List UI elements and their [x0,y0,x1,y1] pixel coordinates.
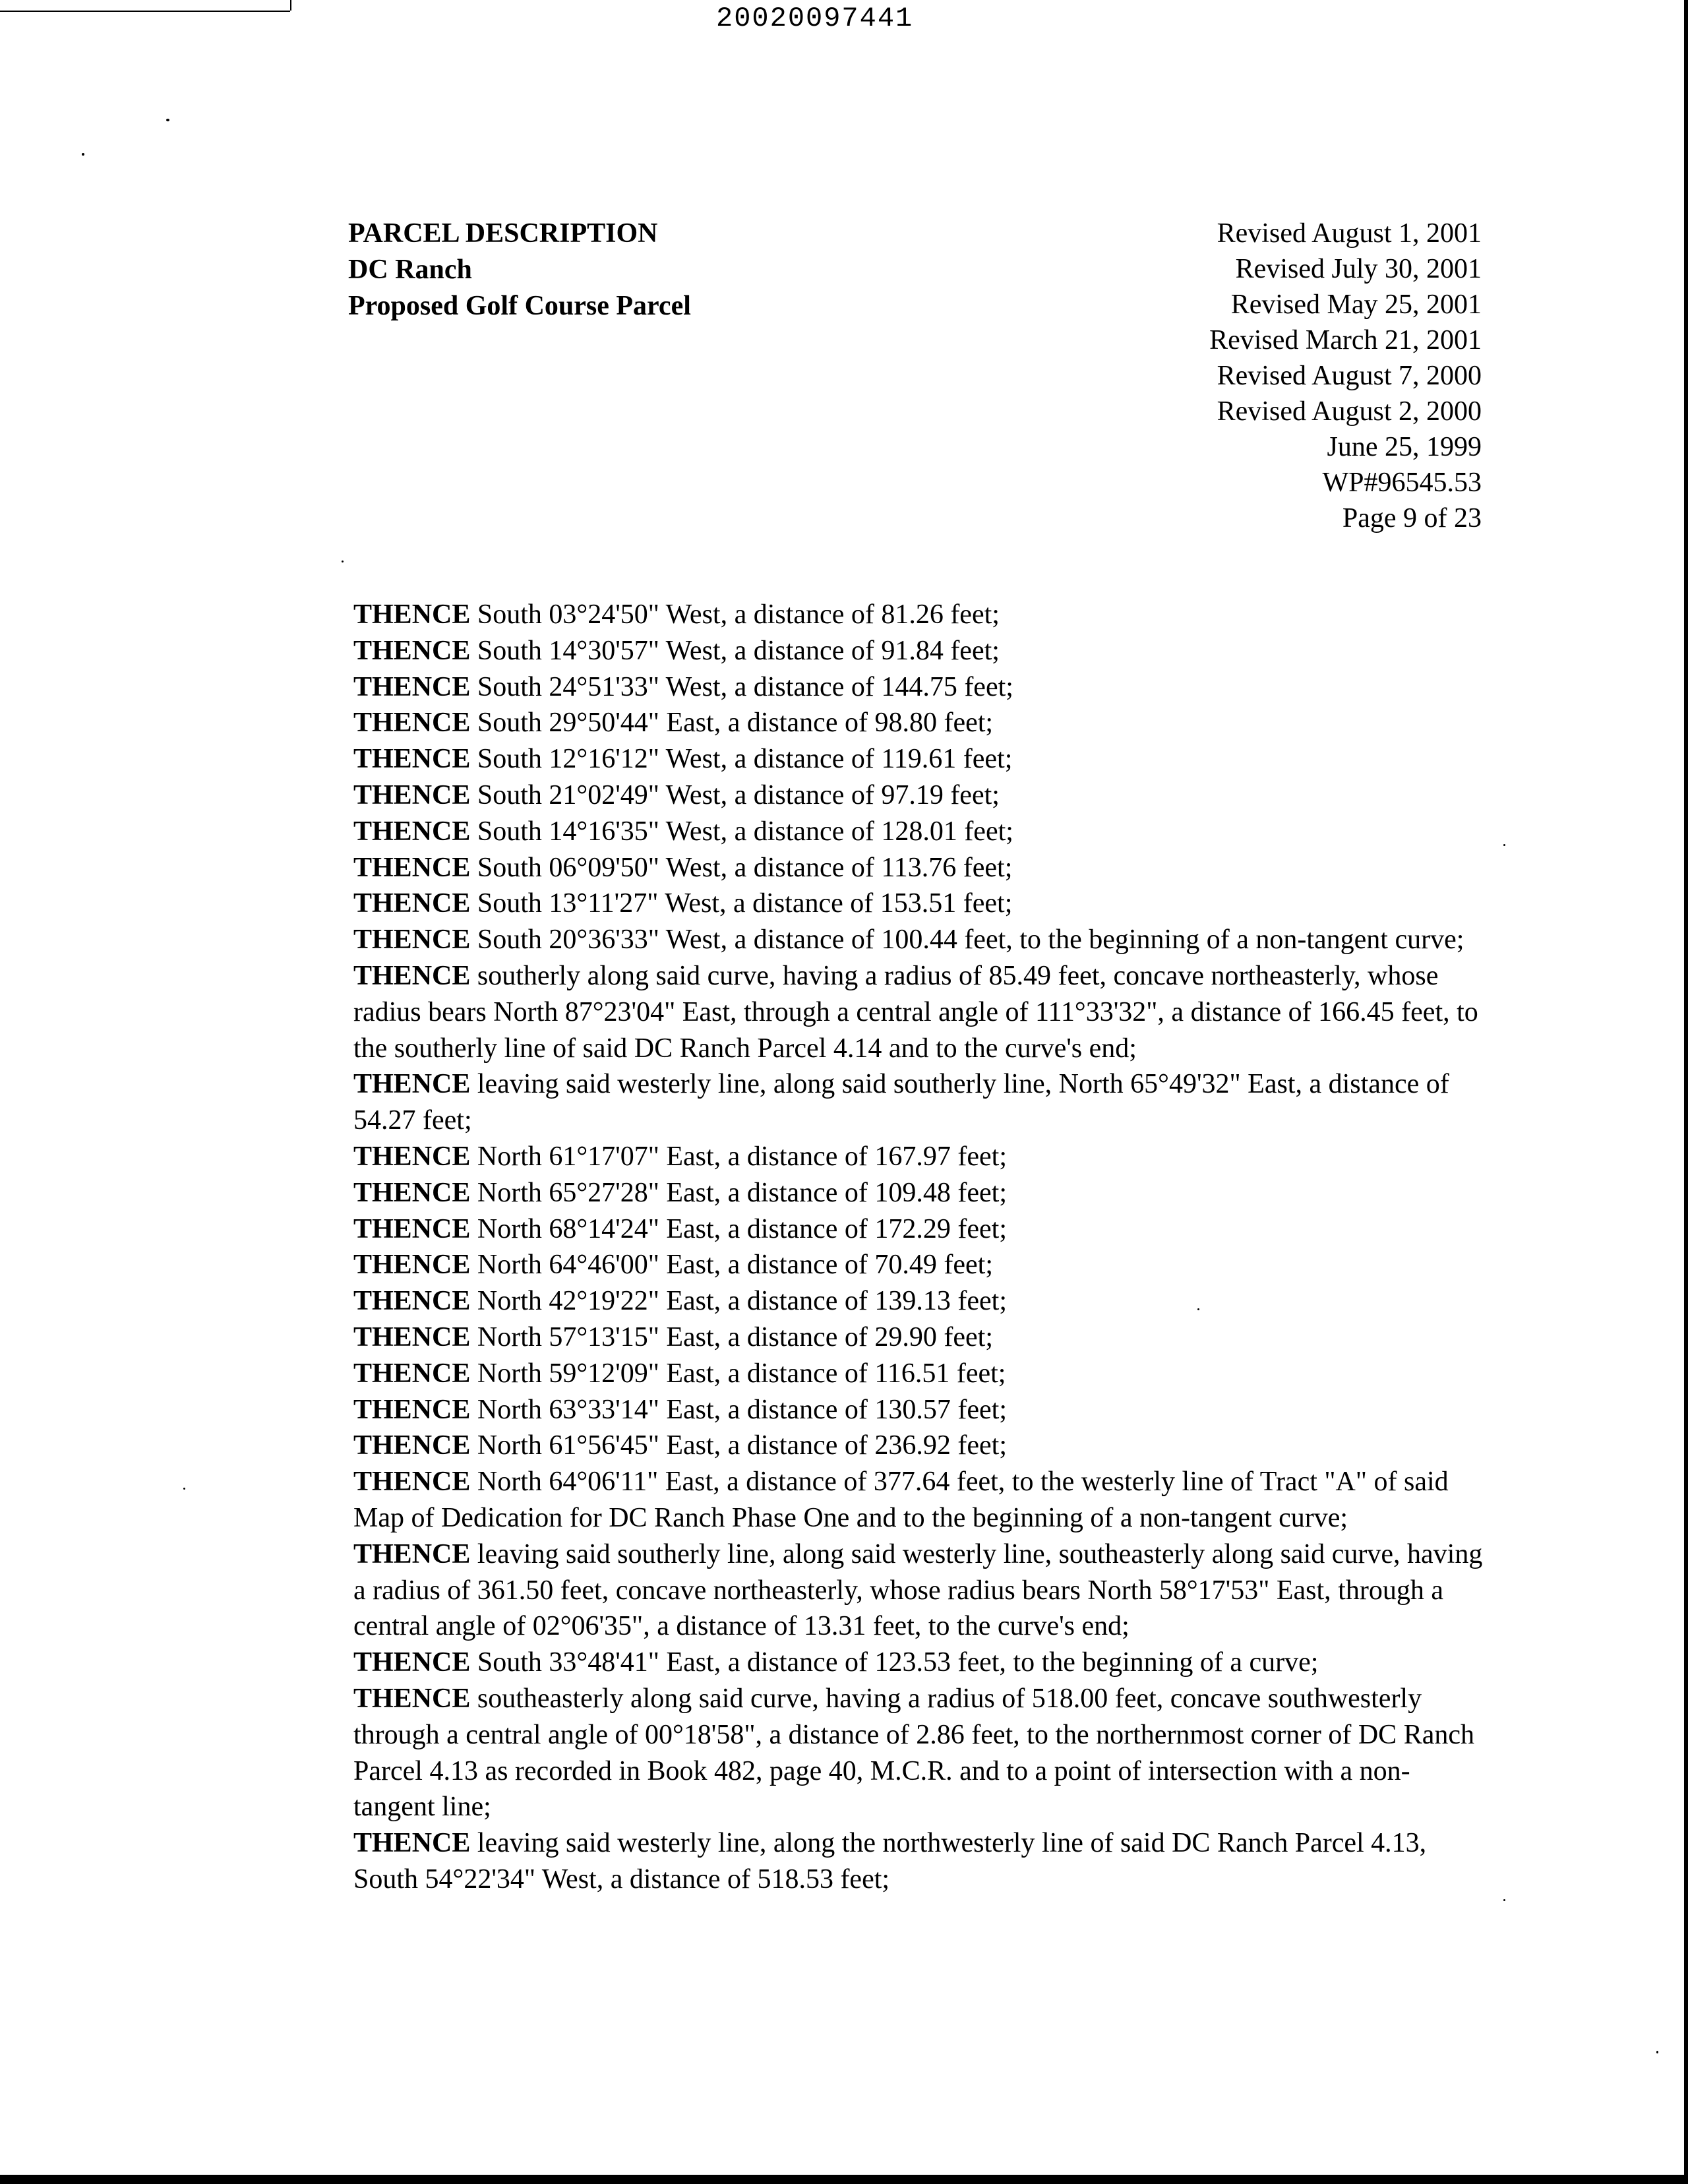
course-call [353,1392,1488,1428]
course-call [353,669,1488,706]
thence-keyword: THENCE [353,1394,471,1425]
thence-keyword: THENCE [353,1538,471,1569]
thence-keyword: THENCE [353,671,471,702]
course-call [353,1247,1488,1283]
thence-keyword: THENCE [353,1828,471,1859]
course-text: North 42°19'22" East, a distance of 139.13 feet; [477,1286,1008,1317]
thence-keyword: THENCE [353,888,471,919]
thence-keyword: THENCE [353,925,471,956]
page-number: Page 9 of 23 [1342,503,1482,533]
course-text: southerly along said curve, having a radius of 85.49 feet, concave northeasterly, whose radius bears North 87°23'04" East, through a central angle of 111°33'32", a distance of 166.45 feet, to the southerly line of said DC Ranch Parcel 4.14 and to the curve's end; [353,960,1478,1064]
course-call [353,1175,1488,1211]
parcel-title: PARCEL DESCRIPTION [348,218,658,249]
revision-line: Revised May 25, 2001 [1230,289,1482,320]
course-text: North 64°06'11" East, a distance of 377.64 feet, to the westerly line of Tract "A" of said Map of Dedication for DC Ranch Phase One and to the beginning of a non-tangent curve; [353,1467,1449,1533]
course-text: South 12°16'12" West, a distance of 119.61 feet; [477,744,1013,775]
revision-block [1209,216,1482,536]
parcel-description-body [353,597,1488,1898]
curve-call [353,1536,1488,1645]
course-call [353,1283,1488,1320]
revision-line: Revised March 21, 2001 [1209,325,1482,355]
thence-keyword: THENCE [353,744,471,775]
document-number: 20020097441 [716,3,914,34]
course-call [353,886,1488,922]
course-text: southeasterly along said curve, having a radius of 518.00 feet, concave southwesterly through a central angle of 00°18'58", a distance of 2.86 feet, to the northernmost corner of DC Ranch Parcel 4.13 as recorded in Book 482, page 40, M.C.R. and to a point of intersection with a non-tangent line; [353,1683,1474,1823]
thence-keyword: THENCE [353,1213,471,1244]
course-text: South 03°24'50" West, a distance of 81.26 feet; [477,599,1000,630]
course-call [353,1320,1488,1356]
course-text: leaving said westerly line, along the northwesterly line of said DC Ranch Parcel 4.13, South 54°22'34" West, a distance of 518.53 feet; [353,1828,1427,1895]
course-call [353,1066,1488,1139]
course-call [353,814,1488,850]
revision-line: Revised August 7, 2000 [1217,361,1482,391]
course-call [353,633,1488,669]
course-call [353,597,1488,633]
course-call [353,741,1488,777]
original-date: June 25, 1999 [1327,432,1482,462]
thence-keyword: THENCE [353,960,471,991]
thence-keyword: THENCE [353,1683,471,1714]
course-text: North 57°13'15" East, a distance of 29.90 feet; [477,1321,994,1352]
thence-keyword: THENCE [353,1286,471,1317]
revision-line: Revised July 30, 2001 [1235,254,1482,284]
parcel-subtitle: DC Ranch [348,255,472,285]
course-text: South 14°16'35" West, a distance of 128.01 feet; [477,816,1013,847]
course-text: South 24°51'33" West, a distance of 144.75 feet; [477,671,1013,702]
work-project-number: WP#96545.53 [1322,468,1482,498]
scan-speck [342,561,344,562]
scan-speck [1503,1899,1505,1901]
scan-speck [82,153,84,156]
course-text: North 64°46'00" East, a distance of 70.49 feet; [477,1250,994,1281]
thence-keyword: THENCE [353,852,471,883]
scan-right-border [1684,0,1688,2184]
scan-bottom-border [0,2175,1688,2184]
course-call [353,705,1488,741]
course-text: North 65°27'28" East, a distance of 109.48 feet; [477,1177,1008,1208]
course-text: South 29°50'44" East, a distance of 98.80 feet; [477,708,994,739]
course-text: North 61°17'07" East, a distance of 167.97 feet; [477,1141,1008,1172]
course-call [353,850,1488,886]
thence-keyword: THENCE [353,599,471,630]
thence-keyword: THENCE [353,1069,471,1100]
scan-top-rule [0,11,290,12]
scan-speck [1503,844,1505,846]
course-call [353,922,1488,958]
scan-speck [166,119,169,121]
course-text: South 14°30'57" West, a distance of 91.84 feet; [477,635,1000,666]
scan-speck [1656,2051,1658,2053]
thence-keyword: THENCE [353,1647,471,1678]
course-text: North 68°14'24" East, a distance of 172.29 feet; [477,1213,1008,1244]
thence-keyword: THENCE [353,1177,471,1208]
course-call [353,1645,1488,1681]
course-text: leaving said southerly line, along said westerly line, southeasterly along said curve, having a radius of 361.50 feet, concave northeasterly, whose radius bears North 58°17'53" East, through a central angle of 02°06'35", a distance of 13.31 feet, to the curve's end; [353,1538,1483,1642]
course-call [353,777,1488,814]
thence-keyword: THENCE [353,779,471,810]
scan-speck [183,1488,185,1490]
course-call [353,1356,1488,1392]
thence-keyword: THENCE [353,635,471,666]
revision-line: Revised August 2, 2000 [1217,396,1482,427]
course-text: South 33°48'41" East, a distance of 123.53 feet, to the beginning of a curve; [477,1647,1319,1678]
revision-line: Revised August 1, 2001 [1217,218,1482,249]
course-call [353,1825,1488,1898]
parcel-name: Proposed Golf Course Parcel [348,291,691,321]
course-text: South 06°09'50" West, a distance of 113.76 feet; [477,852,1013,883]
course-text: North 63°33'14" East, a distance of 130.57 feet; [477,1394,1008,1425]
thence-keyword: THENCE [353,1358,471,1389]
scan-top-tick [290,0,291,11]
course-text: South 13°11'27" West, a distance of 153.51 feet; [477,888,1013,919]
thence-keyword: THENCE [353,708,471,739]
thence-keyword: THENCE [353,1321,471,1352]
course-text: South 20°36'33" West, a distance of 100.44 feet, to the beginning of a non-tangent curve; [477,925,1464,956]
thence-keyword: THENCE [353,1430,471,1461]
curve-call [353,958,1488,1066]
thence-keyword: THENCE [353,1141,471,1172]
course-text: North 61°56'45" East, a distance of 236.92 feet; [477,1430,1008,1461]
course-text: South 21°02'49" West, a distance of 97.19 feet; [477,779,1000,810]
course-call [353,1428,1488,1464]
curve-call [353,1681,1488,1825]
course-text: North 59°12'09" East, a distance of 116.51 feet; [477,1358,1006,1389]
course-text: leaving said westerly line, along said southerly line, North 65°49'32" East, a distance of 54.27 feet; [353,1069,1449,1136]
course-call [353,1464,1488,1536]
thence-keyword: THENCE [353,1250,471,1281]
course-call [353,1211,1488,1248]
parcel-title-block [348,216,691,324]
thence-keyword: THENCE [353,1467,471,1498]
thence-keyword: THENCE [353,816,471,847]
course-call [353,1139,1488,1175]
